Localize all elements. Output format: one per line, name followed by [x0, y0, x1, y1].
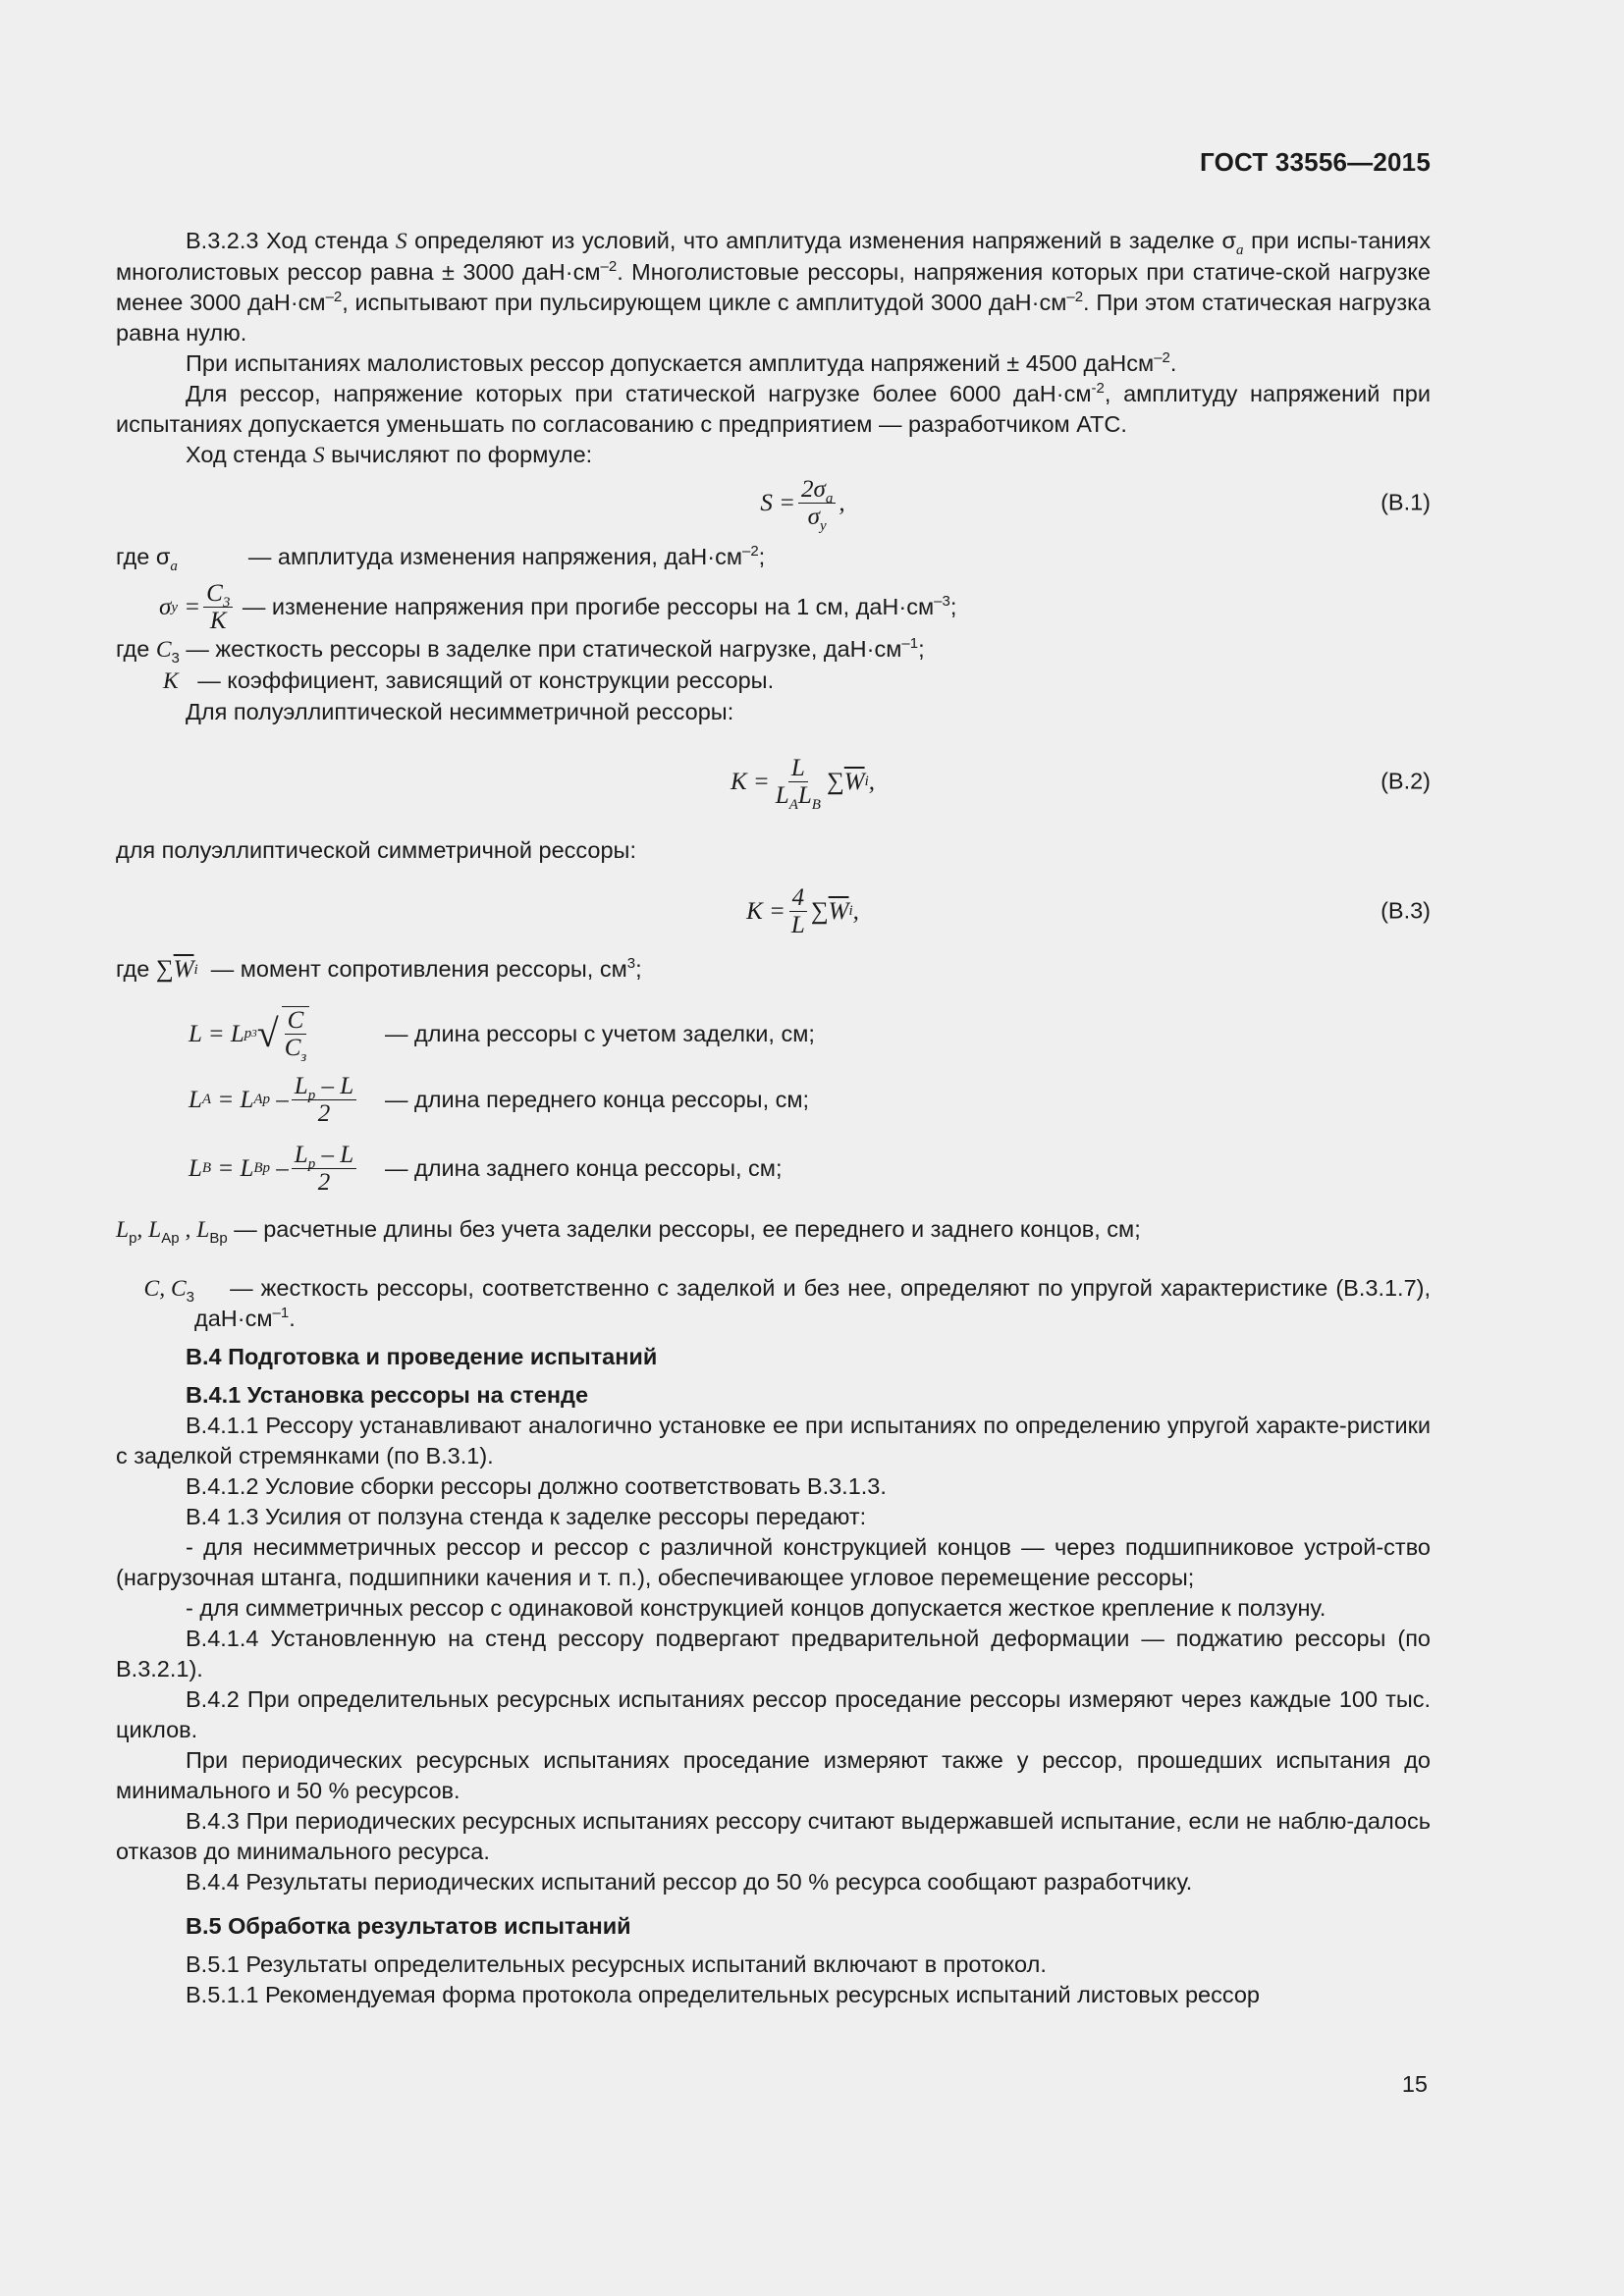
paragraph-symmetric-spring: для полуэллиптической симметричной рессоры:: [116, 837, 636, 863]
document-body: [116, 226, 1431, 2010]
paragraph-b413: В.4 1.3 Усилия от ползуна стенда к заделке рессоры передают:: [186, 1504, 867, 1529]
paragraph-b413-asymmetric: - для несимметричных рессор и рессор с различной конструкцией концов — через подшипниковое устрой-ство (нагрузочная штанга, подшипники качения и т. п.), обеспечивающее угловое перемещение рессоры;: [116, 1534, 1431, 1590]
equation-number: (В.1): [1380, 489, 1431, 515]
definition-c3: где $C_3$ — жесткость рессоры в заделке при статической нагрузке, $даН\cdot см^{-1}$;: [116, 635, 925, 667]
heading-b5: В.5 Обработка результатов испытаний: [186, 1913, 631, 1939]
heading-b41: В.4.1 Установка рессоры на стенде: [186, 1382, 589, 1408]
paragraph-b413-symmetric: - для симметричных рессор с одинаковой конструкцией концов допускается жесткое крепление к ползуну.: [186, 1595, 1326, 1621]
definition-l: L = L р 3 √ $\frac{C}{C_з}$ — длина рессоры с учетом заделки, см;: [189, 1007, 815, 1065]
paragraph-b412: В.4.1.2 Условие сборки рессоры должно соответствовать В.3.1.3.: [186, 1473, 887, 1499]
definition-lp: $L_р$, $L_{Aр}$ , $L_{Bр}$ — расчетные длины без учета заделки рессоры, ее переднего и заднего концов, см;: [116, 1216, 1141, 1247]
paragraph-b414: В.4.1.4 Установленную на стенд рессору подвергают предварительной деформации — поджатию рессоры (по В.3.2.1).: [116, 1626, 1431, 1682]
paragraph-b42: В.4.2 При определительных ресурсных испытаниях рессор проседание рессоры измеряют через каждые 100 тыс. циклов.: [116, 1686, 1431, 1742]
page-number: 15: [1401, 2071, 1428, 2097]
equation-number: (В.3): [1380, 897, 1431, 924]
paragraph-asymmetric-spring: Для полуэллиптической несимметричной рессоры:: [186, 699, 734, 724]
paragraph-b51: В.5.1 Результаты определительных ресурсных испытаний включают в протокол.: [186, 1951, 1047, 1977]
definition-sigma-y: σ y = $\frac{C_3}{K}$ — изменение напряжения при прогибе рессоры на 1 см, $даН\cdot см^{-3}$;: [159, 580, 957, 634]
definition-la: L A = L Aр – $\frac{L_р - L}{2}$ — длина переднего конца рессоры, см;: [189, 1072, 810, 1127]
paragraph-b511: В.5.1.1 Рекомендуемая форма протокола определительных ресурсных испытаний листовых рессор: [186, 1982, 1261, 2007]
paragraph-b323: В.3.2.3 Ход стенда S определяют из условий, что амплитуда изменения напряжений в заделке $\sigma_a$ при испы-таниях многолистовых рессор равна ± 3000 $даН\cdot см^{-2}$. Многолистовые рессоры, напряжения которых при статиче-ской нагрузке менее 3000 $даН\cdot см^{-2}$, испытывают при пульсирующем цикле с амплитудой 3000 $даН\cdot см^{-2}$. При этом статическая нагрузка равна нулю.: [116, 228, 1431, 346]
paragraph-high-stress: Для рессор, напряжение которых при статической нагрузке более 6000 $даН\cdot см^{-2}$, амплитуду напряжений при испытаниях допускается уменьшать по согласованию с предприятием — разработчиком АТС.: [116, 380, 1431, 437]
equation-b2: K = $\frac{L}{L_AL_B}$ ∑ $\overline{W}$ i , (В.2): [730, 754, 1431, 813]
paragraph-b42-periodic: При периодических ресурсных испытаниях проседание измеряют также у рессор, прошедших испытания до минимального и 50 % ресурсов.: [116, 1747, 1431, 1803]
equation-number: (В.2): [1380, 768, 1431, 794]
paragraph-b411: В.4.1.1 Рессору устанавливают аналогично установке ее при испытаниях по определению упругой характе-ристики с заделкой стремянками (по В.3.1).: [116, 1413, 1431, 1468]
paragraph-small-leaf: При испытаниях малолистовых рессор допускается амплитуда напряжений ± 4500 даНсм$^{-2}$.: [186, 349, 1177, 376]
definition-w: где ∑ $\overline{W}$ i — момент сопротивления рессоры, $см^3$;: [116, 955, 642, 983]
paragraph-b43: В.4.3 При периодических ресурсных испытаниях рессору считают выдержавшей испытание, если не наблю-далось отказов до минимального ресурса.: [116, 1808, 1431, 1864]
heading-b4: В.4 Подготовка и проведение испытаний: [186, 1344, 658, 1369]
equation-b1: S = $\frac{2\sigma_a}{\sigma_y}$ , (В.1): [760, 475, 1431, 534]
paragraph-b44: В.4.4 Результаты периодических испытаний рессор до 50 % ресурса сообщают разработчику.: [186, 1869, 1193, 1895]
paragraph-stroke-formula-intro: Ход стенда S вычисляют по формуле:: [186, 442, 593, 468]
definition-c-c3: C, $C_3$ — жесткость рессоры, соответственно с заделкой и без нее, определяют по упругой характеристике (В.3.1.7), $даН\cdot см^{-1}$.: [143, 1275, 1431, 1331]
document-header: ГОСТ 33556—2015: [1200, 147, 1431, 177]
definition-k: K — коэффициент, зависящий от конструкции рессоры.: [163, 667, 775, 694]
definition-lb: L B = L Bр – $\frac{L_р - L}{2}$ — длина заднего конца рессоры, см;: [189, 1141, 783, 1196]
definition-sigma-a: где $\sigma_a$ — амплитуда изменения напряжения, $даН\cdot см^{-2}$;: [116, 543, 766, 574]
equation-b3: K = $\frac{4}{L}$ ∑ $\overline{W}$ i , (В.3): [746, 883, 1431, 938]
